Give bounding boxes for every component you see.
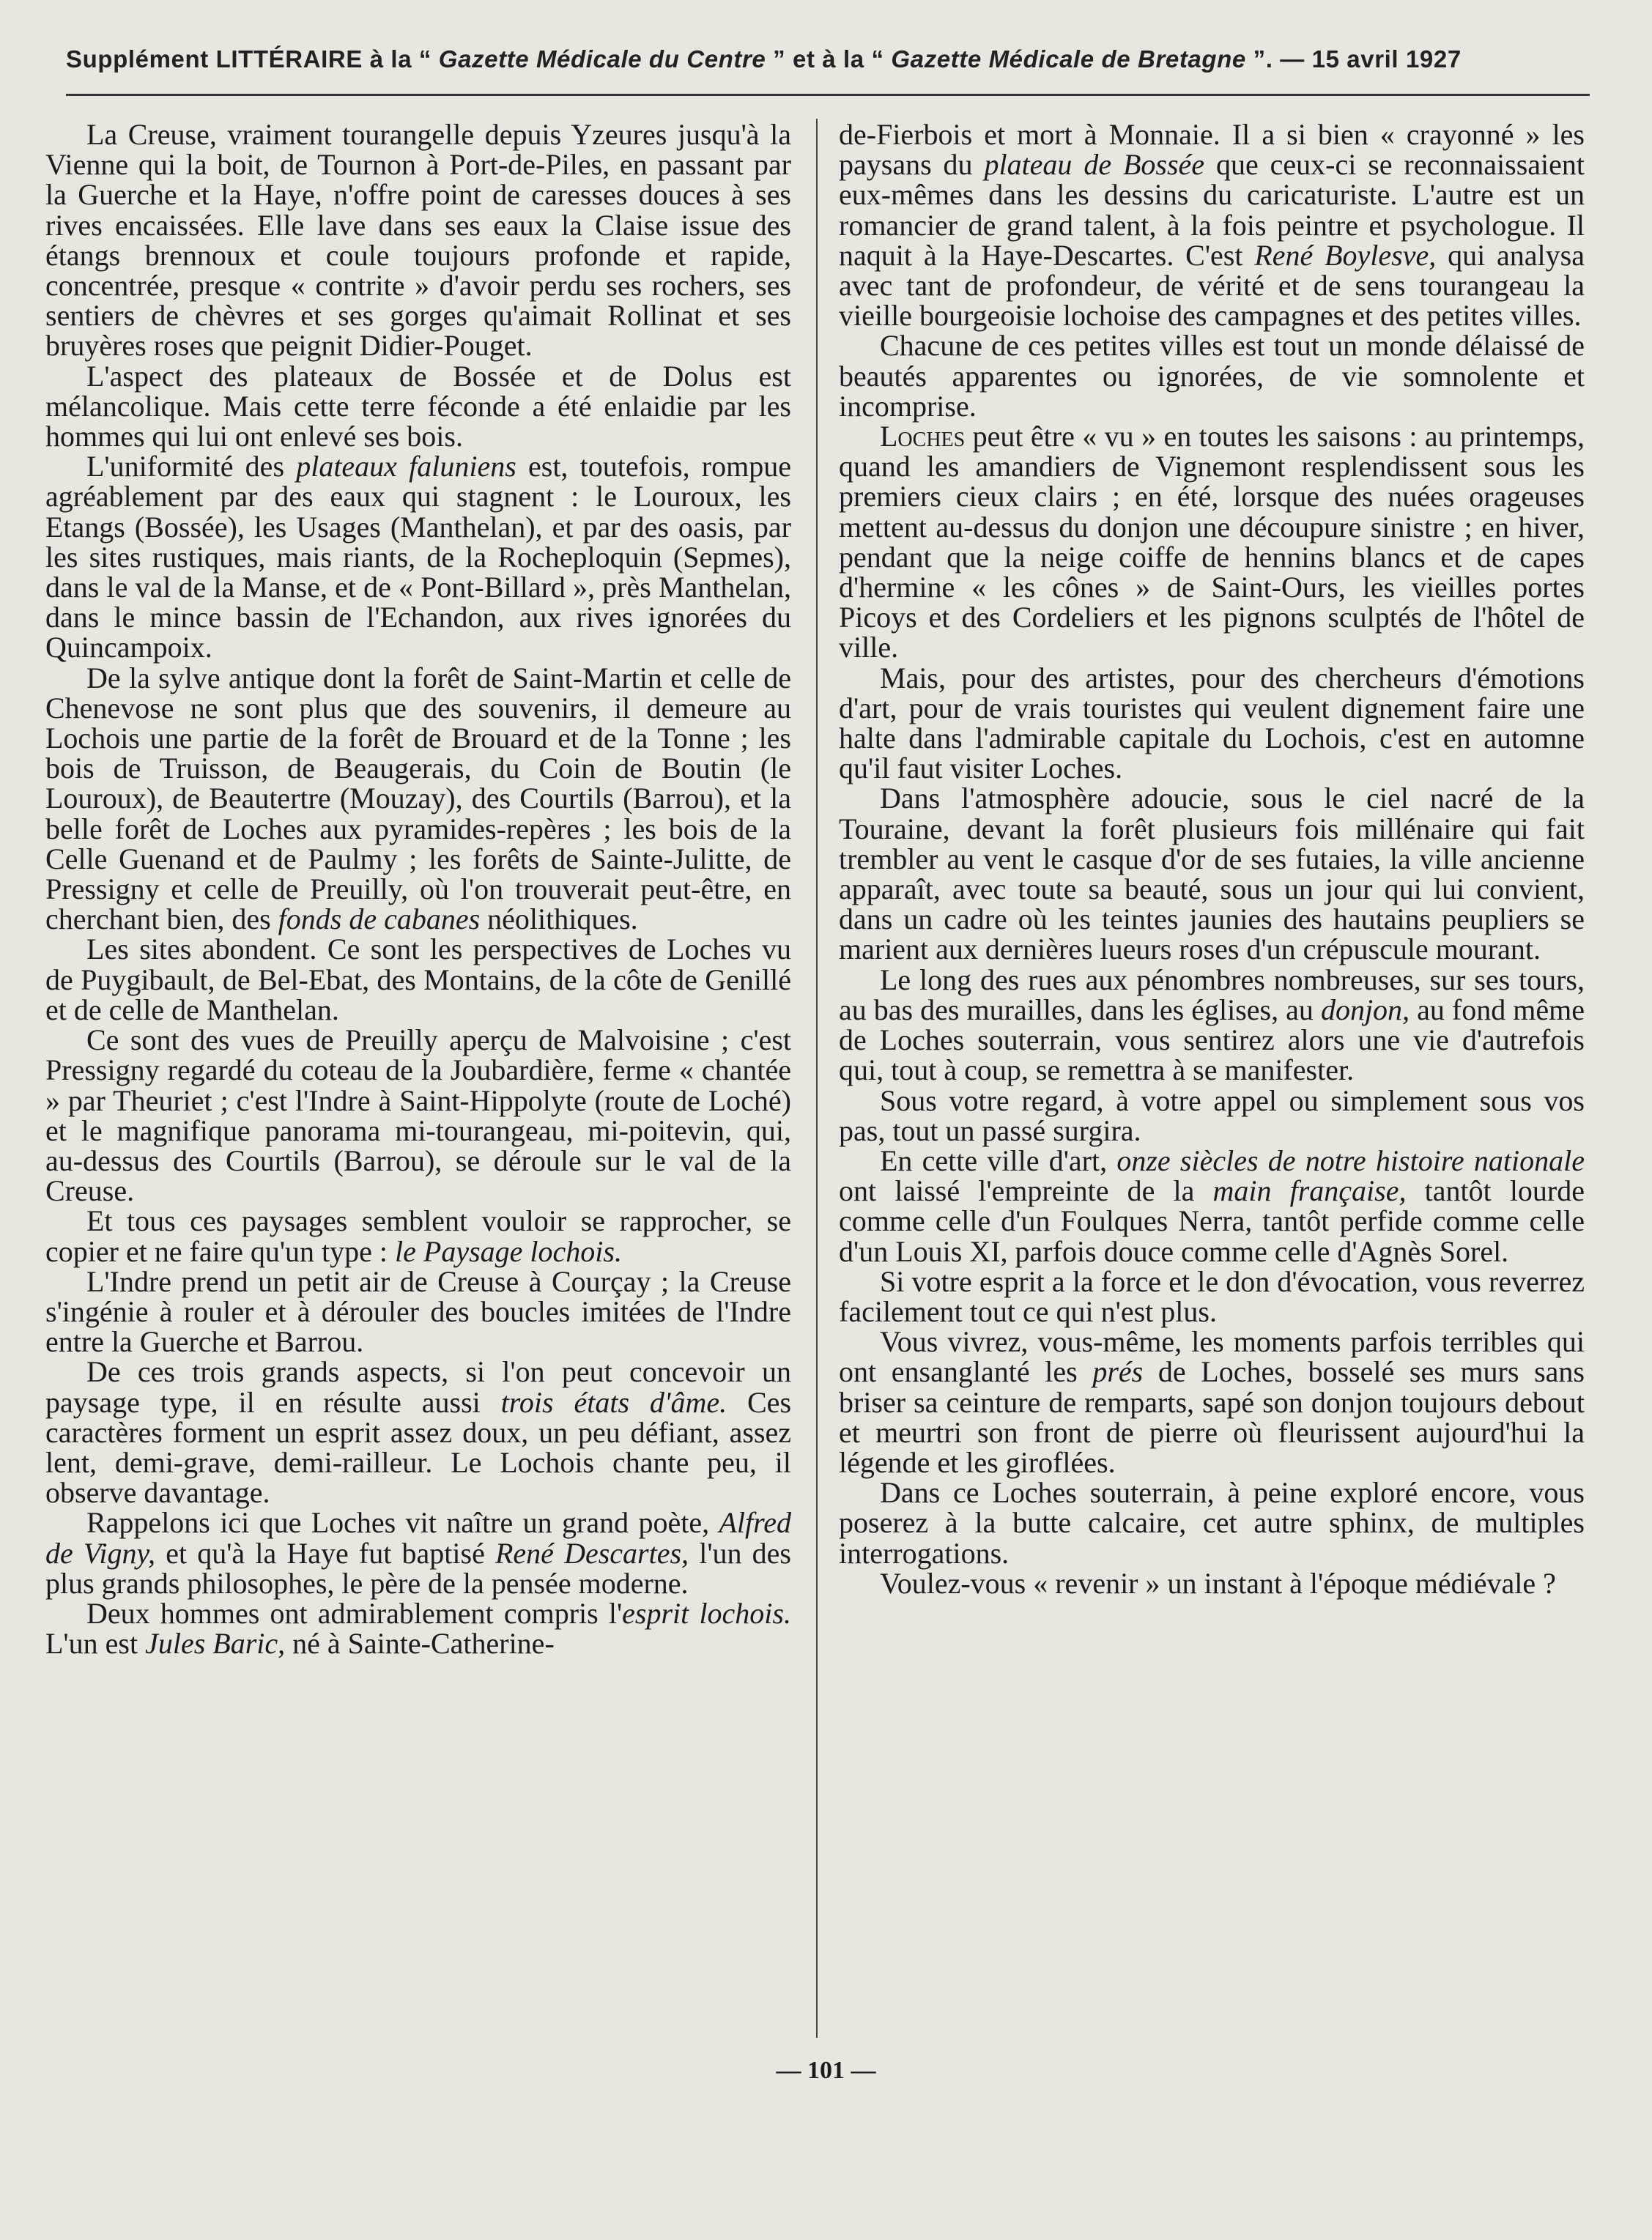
left-column [45, 118, 792, 1661]
italic-text: René Descartes, [495, 1536, 689, 1570]
text-run: au fond même de Loches souterrain, vous sentirez alors une vie d'autrefois qui, tout à coup, se remettra à se manifester. [839, 993, 1585, 1087]
paragraph: Voulez-vous « revenir » un instant à l'époque médiévale ? [880, 1566, 1556, 1600]
text-run: Rappelons ici que Loches vit naître un grand poète, [86, 1506, 719, 1540]
paragraph: L'Indre prend un petit air de Creuse à Courçay ; la Creuse s'ingénie à rouler et à dérouler des boucles imitées de l'Indre entre la Guerche et Barrou. [45, 1264, 791, 1359]
paragraph [45, 663, 791, 935]
text-run: qui analysa avec tant de profondeur, de vérité et de sens tourangeau la vieille bourgeoisie lochoise des campagnes et des petites villes. [839, 238, 1585, 333]
header-journal-centre: Gazette Médicale du Centre [438, 45, 766, 73]
page-header [66, 45, 1590, 89]
paragraph [839, 118, 1585, 333]
header-rule [66, 94, 1590, 96]
text-run: de Loches, bosselé ses murs sans briser sa ceinture de remparts, sapé son donjon toujours debout et meurtri son front de pierre où fleurissent aujourd'hui la légende et les giroflées. [839, 1355, 1585, 1479]
text-run: De la sylve antique dont la forêt de Saint-Martin et celle de Chenevose ne sont plus que des souvenirs, il demeure au Lochois une partie de la forêt de Brouard et de la Tonne ; les bois de Truisson, de Beaugerais, du Coin de Boutin (le Louroux), de Beautertre (Mouzay), des Courtils (Barrou), et la belle forêt de Loches aux pyramides-repères ; les bois de la Celle Guenand et de Paulmy ; les forêts de Sainte-Julitte, de Pressigny et celle de Preuilly, où l'on trouverait peut-être, en cherchant bien, des [45, 661, 791, 936]
text-run: de-Fierbois et mort à Monnaie. Il a si bien « crayonné » les paysans du [839, 118, 1585, 182]
text-run: peut être « vu » en toutes les saisons : au printemps, quand les amandiers de Vignemont resplendissent sous les premiers cieux clairs ; en été, lorsque des nuées orageuses mettent au-dessus du donjon une découpure sinistre ; en hiver, pendant que la neige coiffe de hennins blancs et de capes d'hermine « les cônes » de Saint-Ours, les vieilles portes Picoys et des Cordeliers et les pignons sculptés de l'hôtel de ville. [839, 420, 1585, 664]
paragraph: Mais, pour des artistes, pour des chercheurs d'émotions d'art, pour de vrais touristes qui veulent dignement faire une halte dans l'admirable capitale du Lochois, c'est en automne qu'il faut visiter Loches. [839, 661, 1585, 785]
paragraph [45, 451, 791, 662]
text-run: De ces trois grands aspects, si l'on peut concevoir un paysage type, il en résulte aussi [45, 1355, 791, 1419]
paragraph [45, 1206, 791, 1266]
paragraph: Dans l'atmosphère adoucie, sous le ciel nacré de la Touraine, devant la forêt plusieurs fois millénaire qui fait trembler au vent le casque d'or de ses futaies, la ville ancienne apparaît, avec toute sa beauté, sous un jour qui lui convient, dans un cadre où les teintes jaunies des hautains peupliers se marient aux dernières lueurs roses d'un crépuscule mourant. [839, 782, 1585, 966]
paragraph [45, 1507, 791, 1598]
text-run: Ces caractères forment un esprit assez doux, un peu défiant, assez lent, demi-grave, demi-railleur. Le Lochois chante peu, il observe davantage. [45, 1385, 792, 1510]
header-supplement-text: Supplément LITTÉRAIRE à la “ [66, 45, 439, 73]
text-run: Deux hommes ont admirablement compris l' [86, 1596, 623, 1630]
text-run: que ceux-ci se reconnaissaient eux-mêmes dans les dessins du caricaturiste. L'autre est un romancier de grand talent, à la fois peintre et psychologue. Il naquit à la Haye-Descartes. C'est [839, 148, 1585, 272]
italic-text: plateaux faluniens [296, 450, 516, 483]
text-run: est, toutefois, rompue agréablement par des eaux qui stagnent : le Louroux, les Etangs (Bossée), les Usages (Manthelan), et par des oasis, par les sites rustiques, mais riants, de la Rocheploquin (Sepmes), dans le val de la Manse, et de « Pont-Billard », près Manthelan, dans le mince bassin de l'Echandon, aux rives ignorées du Quincampoix. [45, 450, 791, 664]
header-connector: ” et à la “ [766, 45, 892, 73]
paragraph: Chacune de ces petites villes est tout un monde délaissé de beautés apparentes ou ignorées, de vie somnolente et incomprise. [839, 329, 1585, 423]
text-run: ont laissé l'empreinte de la [839, 1174, 1213, 1208]
header-date: ”. — 15 avril 1927 [1245, 45, 1462, 73]
paragraph [839, 421, 1585, 663]
paragraph: Les sites abondent. Ce sont les perspectives de Loches vu de Puygibault, de Bel-Ebat, des Montains, de la côte de Genillé et de celle de Manthelan. [45, 932, 791, 1026]
paragraph [839, 965, 1585, 1086]
paragraph: Sous votre regard, à votre appel ou simplement sous vos pas, tout un passé surgira. [839, 1083, 1585, 1147]
paragraph [839, 1327, 1585, 1477]
column-divider [816, 119, 818, 2038]
italic-text: donjon, [1320, 993, 1410, 1026]
paragraph [839, 1143, 1585, 1268]
text-run: né à Sainte-Catherine- [285, 1627, 555, 1661]
italic-text: Jules Baric, [145, 1627, 286, 1661]
paragraph [45, 1596, 791, 1661]
italic-text: trois états d'âme. [500, 1385, 727, 1419]
text-run: L'un est [45, 1627, 146, 1661]
italic-text: onze siècles de notre histoire nationale [1116, 1143, 1585, 1177]
paragraph: Si votre esprit a la force et le don d'évocation, vous reverrez facilement tout ce qui n'est plus. [839, 1264, 1585, 1328]
right-column [839, 119, 1585, 1598]
text-run: et qu'à la Haye fut baptisé [155, 1536, 495, 1570]
italic-text: prés [1092, 1355, 1144, 1389]
paragraph: Ce sont des vues de Preuilly aperçu de Malvoisine ; c'est Pressigny regardé du coteau de la Joubardière, ferme « chantée » par Theuriet ; c'est l'Indre à Saint-Hippolyte (route de Loché) et le magnifique panorama mi-tourangeau, mi-poitevin, qui, au-dessus des Courtils (Barrou), se déroule sur le val de la Creuse. [45, 1023, 791, 1208]
paragraph: L'aspect des plateaux de Bossée et de Dolus est mélancolique. Mais cette terre féconde a été enlaidie par les hommes qui lui ont enlevé ses bois. [45, 359, 791, 453]
italic-text: fonds de cabanes [278, 902, 481, 936]
italic-text: main française, [1212, 1174, 1407, 1208]
text-run: Vous vivrez, vous-même, les moments parfois terribles qui ont ensanglanté les [839, 1325, 1585, 1389]
text-run: néolithiques. [480, 902, 638, 936]
page-number: — 101 — [776, 2057, 876, 2084]
paragraph: La Creuse, vraiment tourangelle depuis Yzeures jusqu'à la Vienne qui la boit, de Tournon à Port-de-Piles, en passant par la Guerche et la Haye, n'offre point de caresses douces à ses rives encaissées. Elle lave dans ses eaux la Claise issue des étangs brennoux et coule toujours profonde et rapide, concentrée, presque « contrite » d'avoir perdu ses rochers, ses sentiers de chèvres et ses gorges qu'aimait Rollinat et ses bruyères roses que peignit Didier-Pouget. [45, 118, 791, 363]
text-run: Et tous ces paysages semblent vouloir se rapprocher, se copier et ne faire qu'un type : [45, 1204, 791, 1268]
italic-text: esprit lochois. [622, 1596, 791, 1630]
italic-text: René Boylesve, [1254, 238, 1437, 272]
paragraph [45, 1355, 792, 1510]
header-journal-bretagne: Gazette Médicale de Bretagne [891, 45, 1246, 73]
italic-text: le Paysage lochois. [395, 1234, 622, 1268]
italic-text: Alfred de Vigny, [45, 1506, 791, 1570]
text-run: l'un des plus grands philosophes, le père de la pensée moderne. [45, 1536, 792, 1600]
text-run: tantôt lourde comme celle d'un Foulques Nerra, tantôt perfide comme celle d'un Louis XI, parfois douce comme celle d'Agnès Sorel. [839, 1174, 1585, 1268]
text-run: L'uniformité des [86, 450, 297, 483]
italic-text: plateau de Bossée [984, 148, 1205, 182]
text-run: Le long des rues aux pénombres nombreuses, sur ses tours, au bas des murailles, dans les églises, au [839, 963, 1585, 1026]
text-run: En cette ville d'art, [880, 1143, 1117, 1177]
paragraph: Dans ce Loches souterrain, à peine exploré encore, vous poserez à la butte calcaire, cet autre sphinx, de multiples interrogations. [839, 1476, 1585, 1570]
small-caps-text: Loches [880, 420, 966, 453]
